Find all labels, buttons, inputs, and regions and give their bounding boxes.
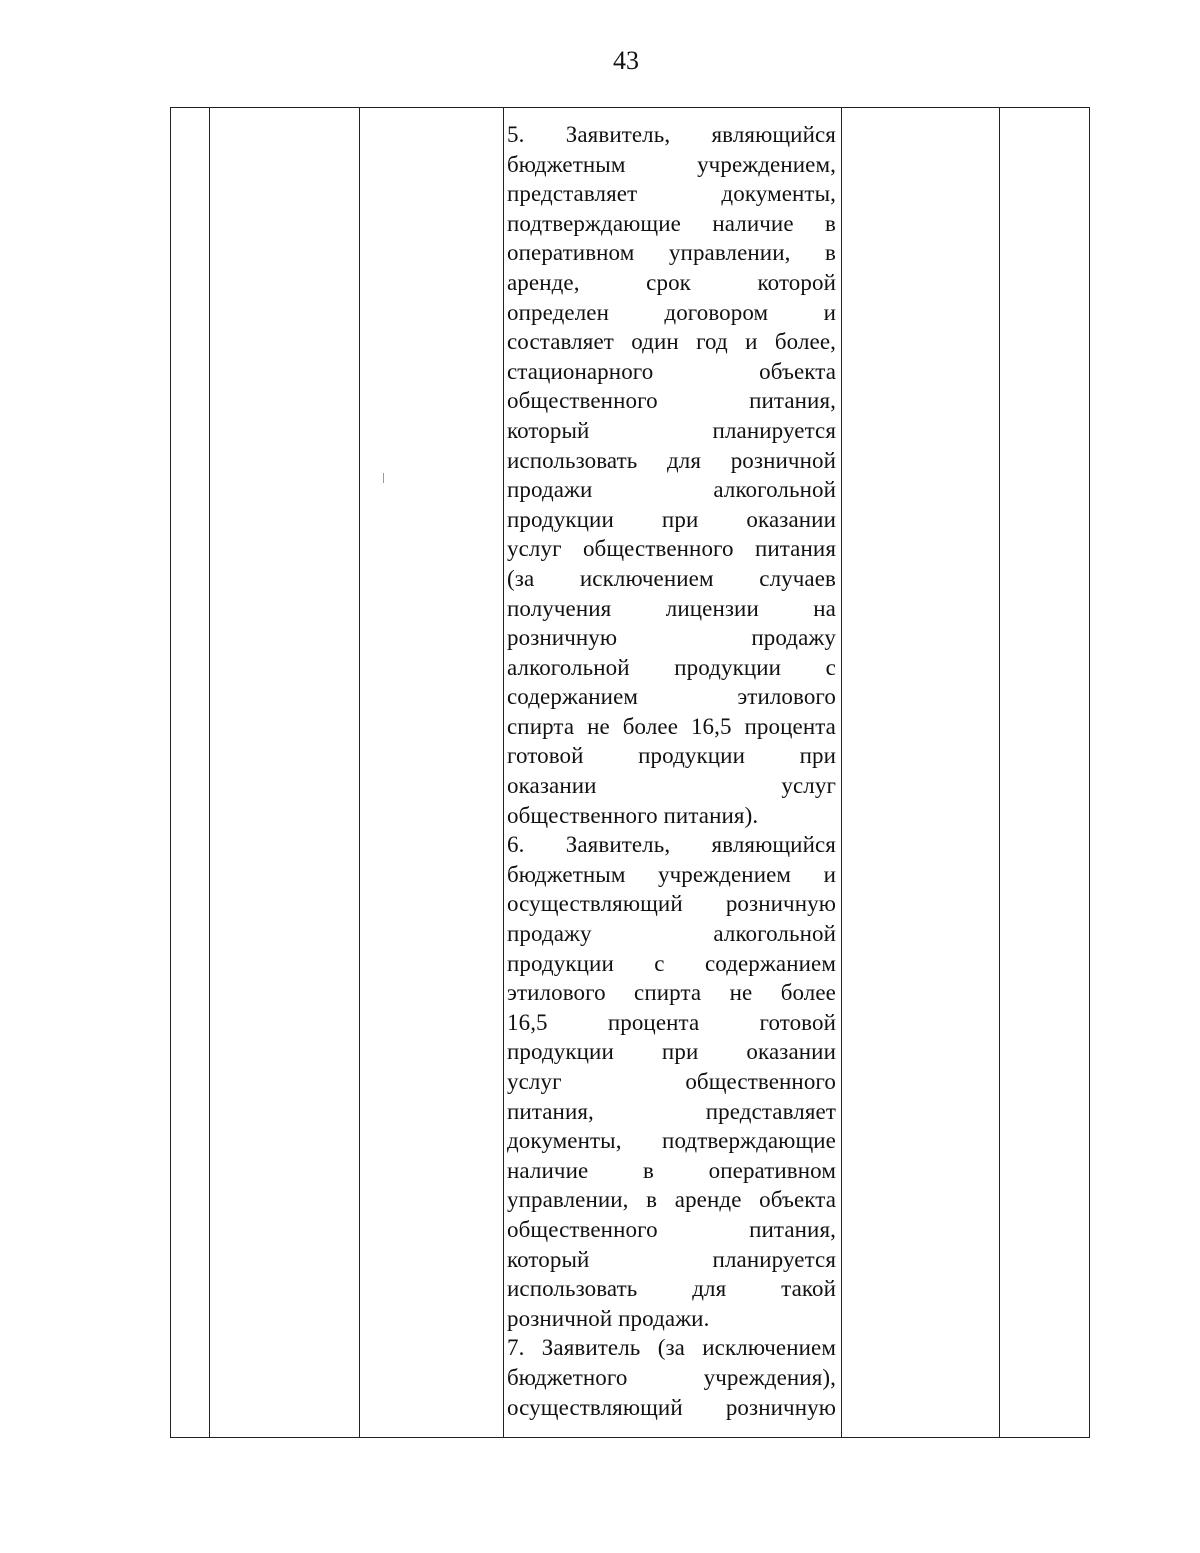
text-line: продажи алкогольной	[507, 477, 836, 503]
text-line: который планируется	[507, 1246, 836, 1272]
requirements-text-cell	[507, 120, 836, 1422]
text-line: 5. Заявитель, являющийся	[507, 122, 836, 147]
column-divider-2	[359, 108, 360, 1437]
text-line: продукции при оказании	[507, 506, 836, 532]
text-line: продукции при оказании	[507, 1039, 836, 1065]
column-divider-1	[209, 108, 210, 1437]
text-line: подтверждающие наличие в	[507, 210, 836, 236]
scan-artifact	[383, 473, 384, 483]
text-line: 6. Заявитель, являющийся	[507, 832, 836, 858]
text-line: 16,5 процента готовой	[507, 1009, 836, 1035]
text-line: 7. Заявитель (за исключением	[507, 1335, 836, 1361]
text-line: бюджетным учреждением,	[507, 151, 836, 177]
text-line: содержанием этилового	[507, 684, 836, 710]
text-line: который планируется	[507, 417, 836, 443]
text-line: спирта не более 16,5 процента	[507, 713, 836, 739]
text-line: общественного питания).	[507, 802, 759, 828]
text-line: готовой продукции при	[507, 743, 836, 769]
text-line: продукции с содержанием	[507, 950, 836, 976]
text-line: стационарного объекта	[507, 358, 836, 384]
text-line: документы, подтверждающие	[507, 1128, 836, 1154]
text-line: алкогольной продукции с	[507, 654, 836, 680]
text-line: розничную продажу	[507, 625, 836, 651]
text-line: розничной продажи.	[507, 1305, 710, 1331]
text-line: питания, представляет	[507, 1098, 836, 1124]
column-divider-3	[503, 108, 504, 1437]
column-divider-4	[841, 108, 842, 1437]
text-line: услуг общественного	[507, 1069, 836, 1094]
text-line: использовать для такой	[507, 1276, 836, 1302]
text-line: оказании услуг	[507, 773, 836, 799]
text-line: услуг общественного питания	[507, 536, 836, 562]
text-line: представляет документы,	[507, 181, 836, 207]
text-line: бюджетным учреждением и	[507, 861, 836, 887]
text-line: этилового спирта не более	[507, 980, 836, 1006]
text-line: оперативном управлении, в	[507, 240, 836, 266]
text-line: составляет один год и более,	[507, 329, 836, 355]
text-line: получения лицензии на	[507, 595, 836, 621]
column-divider-5	[999, 108, 1000, 1437]
text-line: использовать для розничной	[507, 447, 836, 473]
text-line: управлении, в аренде объекта	[507, 1187, 836, 1213]
text-line: продажу алкогольной	[507, 921, 836, 947]
text-line: осуществляющий розничную	[507, 1394, 836, 1420]
page-number: 43	[613, 46, 639, 75]
text-line: осуществляющий розничную	[507, 891, 836, 917]
text-line: аренде, срок которой	[507, 269, 836, 295]
text-line: бюджетного учреждения),	[507, 1364, 836, 1390]
text-line: наличие в оперативном	[507, 1157, 836, 1183]
text-line: (за исключением случаев	[507, 565, 836, 591]
text-line: общественного питания,	[507, 388, 836, 414]
text-line: определен договором и	[507, 299, 836, 325]
text-line: общественного питания,	[507, 1216, 836, 1242]
document-table	[170, 107, 1090, 1438]
